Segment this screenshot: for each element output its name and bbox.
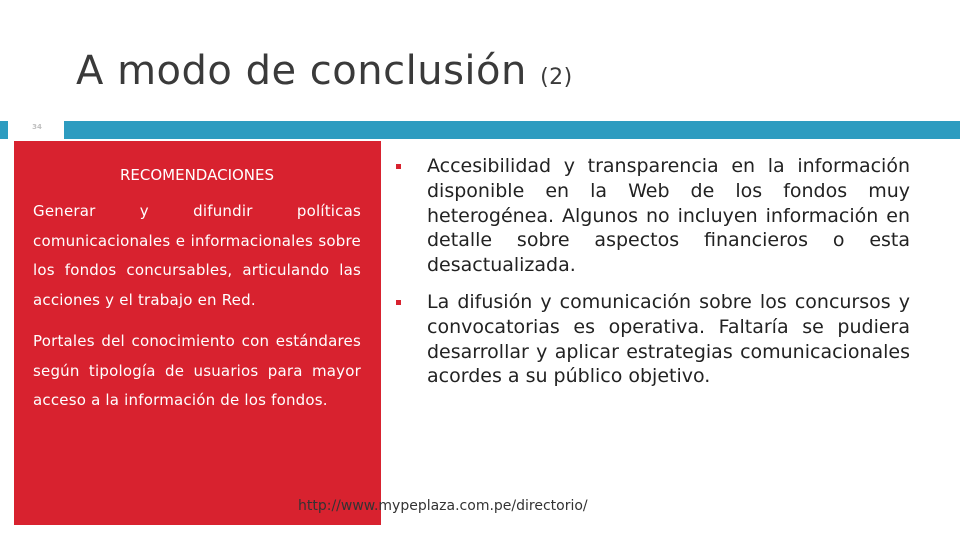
- slide-title-text: A modo de conclusión: [76, 48, 527, 94]
- slide-title: [76, 48, 573, 94]
- panel-paragraph: Generar y difundir políticas comunicacionales e informacionales sobre los fondos concursables, articulando las acciones y el trabajo en Red.: [33, 202, 361, 309]
- list-item: [396, 154, 910, 278]
- square-bullet-icon: [396, 300, 401, 305]
- recommendations-panel: [14, 141, 381, 525]
- panel-heading: RECOMENDACIONES: [119, 166, 275, 184]
- slide-title-number: (2): [540, 65, 573, 90]
- bullet-text: La difusión y comunicación sobre los concursos y convocatorias es operativa. Faltaría se pudiera desarrollar y aplicar estrategias comunicacionales acordes a su público objetivo.: [427, 290, 910, 388]
- bullet-text: Accesibilidad y transparencia en la información disponible en la Web de los fondos muy heterogénea. Algunos no incluyen información en detalle sobre aspectos financieros o esta desactualizada.: [427, 155, 910, 277]
- accent-bar-right: [64, 121, 960, 139]
- conclusion-bullet-list: [396, 154, 910, 401]
- accent-bar-left: [0, 121, 8, 139]
- list-item: [396, 290, 910, 389]
- source-link[interactable]: http://www.mypeplaza.com.pe/directorio/: [298, 498, 588, 514]
- square-bullet-icon: [396, 164, 401, 169]
- slide-number: 34: [32, 123, 42, 131]
- panel-paragraph: Portales del conocimiento con estándares según tipología de usuarios para mayor acceso a la información de los fondos.: [33, 332, 361, 409]
